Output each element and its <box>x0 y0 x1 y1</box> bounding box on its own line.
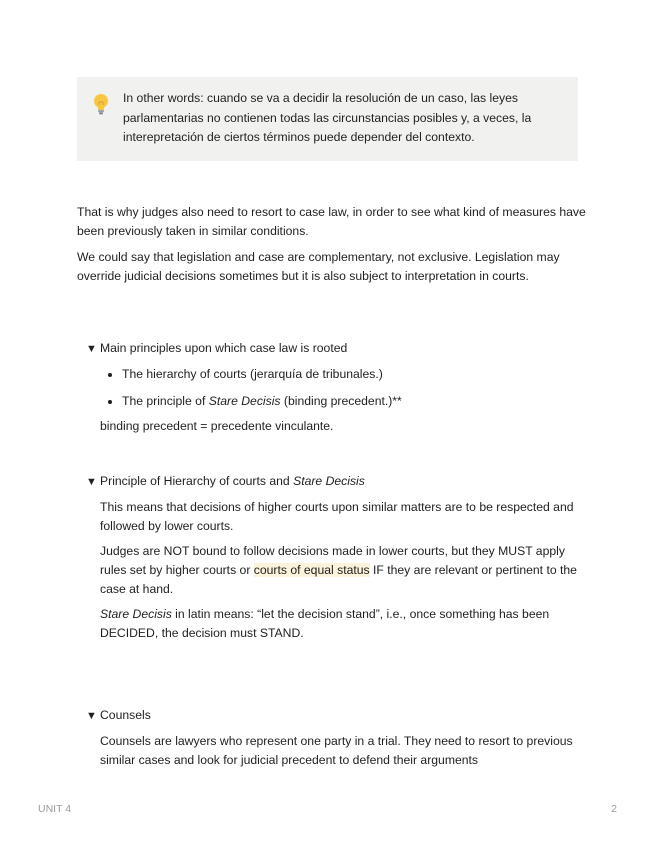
toggle-body <box>100 498 578 643</box>
paragraph <box>100 605 578 643</box>
footer-unit-label: UNIT 4 <box>38 803 72 815</box>
paragraph-complementary: We could say that legislation and case are complementary, not exclusive. Legislation may override judicial decisions sometimes but it is also subject to interpretation in courts. <box>77 250 560 283</box>
toggle-header-main-principles[interactable] <box>86 339 586 359</box>
toggle-counsels <box>86 706 586 770</box>
list-item-text: (binding precedent.)** <box>280 394 402 408</box>
footer-page-number: 2 <box>611 803 617 815</box>
toggle-heading: Counsels <box>100 708 151 722</box>
heading-text: Principle of Hierarchy of courts and <box>100 474 294 488</box>
highlighted-text: courts of equal status <box>253 563 370 577</box>
list-item-text: The hierarchy of courts (jerarquía de tribunales.) <box>122 367 383 381</box>
note-text: binding precedent = precedente vinculante. <box>100 419 334 433</box>
toggle-main-principles <box>86 339 586 436</box>
triangle-down-icon[interactable]: ▼ <box>86 476 97 488</box>
lightbulb-icon <box>91 92 111 116</box>
toggle-heading: Main principles upon which case law is rooted <box>100 341 348 355</box>
toggle-heading <box>100 472 365 491</box>
list-item-text: The principle of <box>122 394 209 408</box>
paragraph-case-law: That is why judges also need to resort to case law, in order to see what kind of measures have been previously taken in similar conditions. <box>77 205 586 238</box>
callout-text: In other words: cuando se va a decidir la resolución de un caso, las leyes parlamentarias no contienen todas las circunstancias posibles y, a veces, la interepretación de ciertos términos puede depender del contexto. <box>123 91 532 144</box>
paragraph-text: in latin means: “let the decision stand”, i.e., once something has been DECIDED, the decision must STAND. <box>100 607 550 640</box>
paragraph: Counsels are lawyers who represent one party in a trial. They need to resort to previous similar cases and look for judicial precedent to defend their arguments <box>100 734 573 767</box>
list-item <box>122 392 578 411</box>
italic-term: Stare Decisis <box>293 474 365 488</box>
toggle-body <box>100 365 578 436</box>
callout-box <box>77 77 578 161</box>
paragraph-text: IF they are relevant or pertinent to the case at hand. <box>100 563 577 596</box>
italic-term: Stare Decisis <box>100 607 172 621</box>
toggle-body <box>100 732 578 770</box>
toggle-hierarchy-stare-decisis <box>86 472 586 643</box>
italic-term: Stare Decisis <box>208 394 281 408</box>
paragraph-text: Judges are NOT bound to follow decisions made in lower courts, but they MUST apply rules set by higher courts or <box>100 544 565 577</box>
triangle-down-icon[interactable]: ▼ <box>86 343 97 355</box>
triangle-down-icon[interactable]: ▼ <box>86 710 97 722</box>
paragraph <box>100 542 578 599</box>
toggle-header-hierarchy[interactable] <box>86 472 586 492</box>
paragraph: This means that decisions of higher courts upon similar matters are to be respected and followed by lower courts. <box>100 500 574 533</box>
list-item <box>122 365 578 384</box>
bullet-list <box>100 365 578 411</box>
toggle-header-counsels[interactable] <box>86 706 586 726</box>
